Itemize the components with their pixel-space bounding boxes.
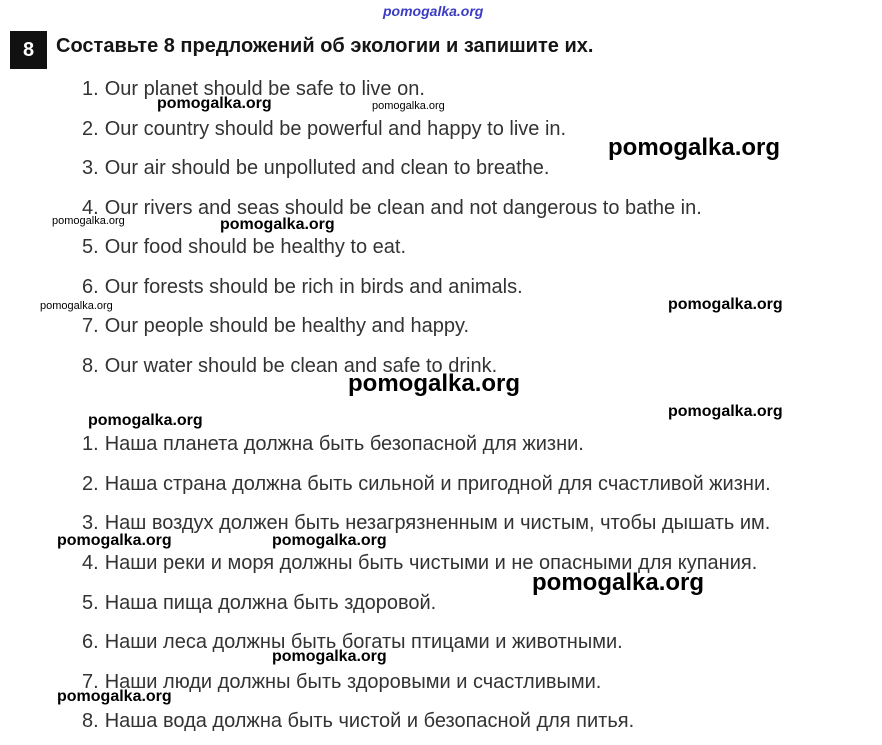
- english-sentence: 4. Our rivers and seas should be clean and not dangerous to bathe in.: [82, 197, 702, 219]
- russian-sentence: 3. Наш воздух должен быть незагрязненным и чистым, чтобы дышать им.: [82, 512, 771, 534]
- english-sentence: 1. Our planet should be safe to live on.: [82, 78, 425, 100]
- watermark: pomogalka.org: [57, 688, 172, 705]
- english-sentence: 2. Our country should be powerful and happy to live in.: [82, 118, 567, 140]
- english-sentence: 7. Our people should be healthy and happy.: [82, 315, 470, 337]
- task-heading: Составьте 8 предложений об экологии и запишите их.: [56, 35, 594, 57]
- english-sentence: 8. Our water should be clean and safe to drink.: [82, 355, 498, 377]
- watermark: pomogalka.org: [57, 532, 172, 549]
- russian-sentence: 4. Наши реки и моря должны быть чистыми и не опасными для купания.: [82, 552, 758, 574]
- watermark: pomogalka.org: [272, 532, 387, 549]
- english-sentence: 6. Our forests should be rich in birds and animals.: [82, 276, 523, 298]
- russian-sentence: 7. Наши люди должны быть здоровыми и счастливыми.: [82, 671, 602, 693]
- watermark: pomogalka.org: [668, 403, 783, 420]
- english-sentence: 5. Our food should be healthy to eat.: [82, 236, 407, 258]
- russian-sentence: 5. Наша пища должна быть здоровой.: [82, 592, 437, 614]
- russian-sentence: 6. Наши леса должны быть богаты птицами и животными.: [82, 631, 623, 653]
- english-sentence: 3. Our air should be unpolluted and clean to breathe.: [82, 157, 550, 179]
- watermark: pomogalka.org: [88, 412, 203, 429]
- watermark-top: pomogalka.org: [383, 3, 484, 19]
- watermark: pomogalka.org: [157, 95, 272, 112]
- watermark: pomogalka.org: [668, 296, 783, 313]
- watermark: pomogalka.org: [52, 215, 125, 227]
- watermark: pomogalka.org: [608, 134, 781, 161]
- watermark: pomogalka.org: [348, 370, 521, 397]
- russian-sentence: 1. Наша планета должна быть безопасной для жизни.: [82, 433, 584, 455]
- watermark: pomogalka.org: [220, 216, 335, 233]
- russian-sentence: 8. Наша вода должна быть чистой и безопасной для питья.: [82, 710, 635, 732]
- watermark: pomogalka.org: [272, 648, 387, 665]
- russian-sentence: 2. Наша страна должна быть сильной и пригодной для счастливой жизни.: [82, 473, 771, 495]
- watermark: pomogalka.org: [532, 569, 705, 596]
- watermark: pomogalka.org: [372, 100, 445, 112]
- task-number-badge: 8: [10, 31, 47, 69]
- watermark: pomogalka.org: [40, 300, 113, 312]
